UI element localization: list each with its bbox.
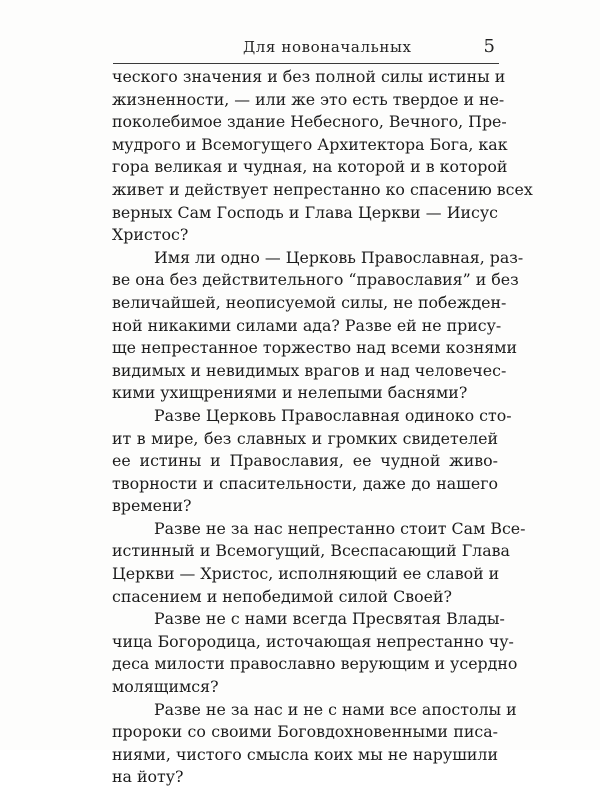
text-line: спасением и непобедимой силой Своей? [112, 586, 452, 606]
text-line: пророки со своими Боговдохновенными писа- [112, 722, 498, 742]
header-rule [113, 63, 499, 64]
text-line: Разве не с нами всегда Пресвятая Влады- [154, 609, 505, 629]
text-line: Имя ли одно — Церковь Православная, раз- [154, 247, 524, 267]
paragraph [112, 518, 526, 608]
text-line: Разве не за нас непрестанно стоит Сам Все- [154, 518, 526, 538]
paragraph [112, 405, 512, 518]
text-line: кими ухищрениями и нелепыми баснями? [112, 383, 468, 403]
text-line: ной никакими силами ада? Разве ей не прису- [112, 315, 502, 335]
page-number: 5 [483, 36, 495, 57]
text-line: Христос? [112, 225, 189, 245]
text-line: Разве не за нас и не с нами все апостолы и [154, 699, 517, 719]
text-line: истинный и Всемогущий, Всеспасающий Глава [112, 541, 510, 561]
text-line: жизненности, — или же это есть твердое и не- [112, 89, 505, 109]
text-line: мудрого и Всемогущего Архитектора Бога, как [112, 134, 508, 154]
text-line: ще непрестанное торжество над всеми кознями [112, 338, 518, 358]
text-line: творности и спасительности, даже до нашего [112, 473, 498, 493]
paragraph [112, 247, 524, 405]
text-line: деса милости православно верующим и усердно [112, 654, 518, 674]
text-line: ее истины и Православия, ее чудной живо- [112, 451, 498, 471]
text-line: живет и действует непрестанно ко спасению всех [112, 179, 533, 199]
body-text [112, 66, 533, 789]
text-line: ческого значения и без полной силы истины и [112, 67, 506, 86]
text-line: чица Богородица, источающая непрестанно чу- [112, 631, 514, 651]
text-line: величайшей, неописуемой силы, не побежден- [112, 292, 507, 312]
text-line: ниями, чистого смысла коих мы не нарушили [112, 744, 498, 764]
paragraph [112, 699, 517, 789]
text-line: молящимся? [112, 677, 219, 697]
paragraph [112, 66, 533, 247]
text-line: Церкви — Христос, исполняющий ее славой и [112, 564, 500, 584]
text-line: на йоту? [112, 767, 184, 787]
text-line: Разве Церковь Православная одиноко сто- [154, 405, 512, 425]
text-line: поколебимое здание Небесного, Вечного, Пре- [112, 112, 507, 132]
running-title: Для новоначальных [243, 38, 412, 56]
text-line: верных Сам Господь и Глава Церкви — Иисус [112, 202, 498, 222]
text-line: видимых и невидимых врагов и над человечес- [112, 360, 507, 380]
running-head [113, 36, 499, 62]
text-line: ит в мире, без славных и громких свидетелей [112, 428, 498, 448]
text-line: гора великая и чудная, на которой и в которой [112, 157, 508, 177]
text-line: времени? [112, 496, 192, 516]
paragraph [112, 608, 518, 698]
text-line: ве она без действительного “православия” и без [112, 270, 519, 290]
